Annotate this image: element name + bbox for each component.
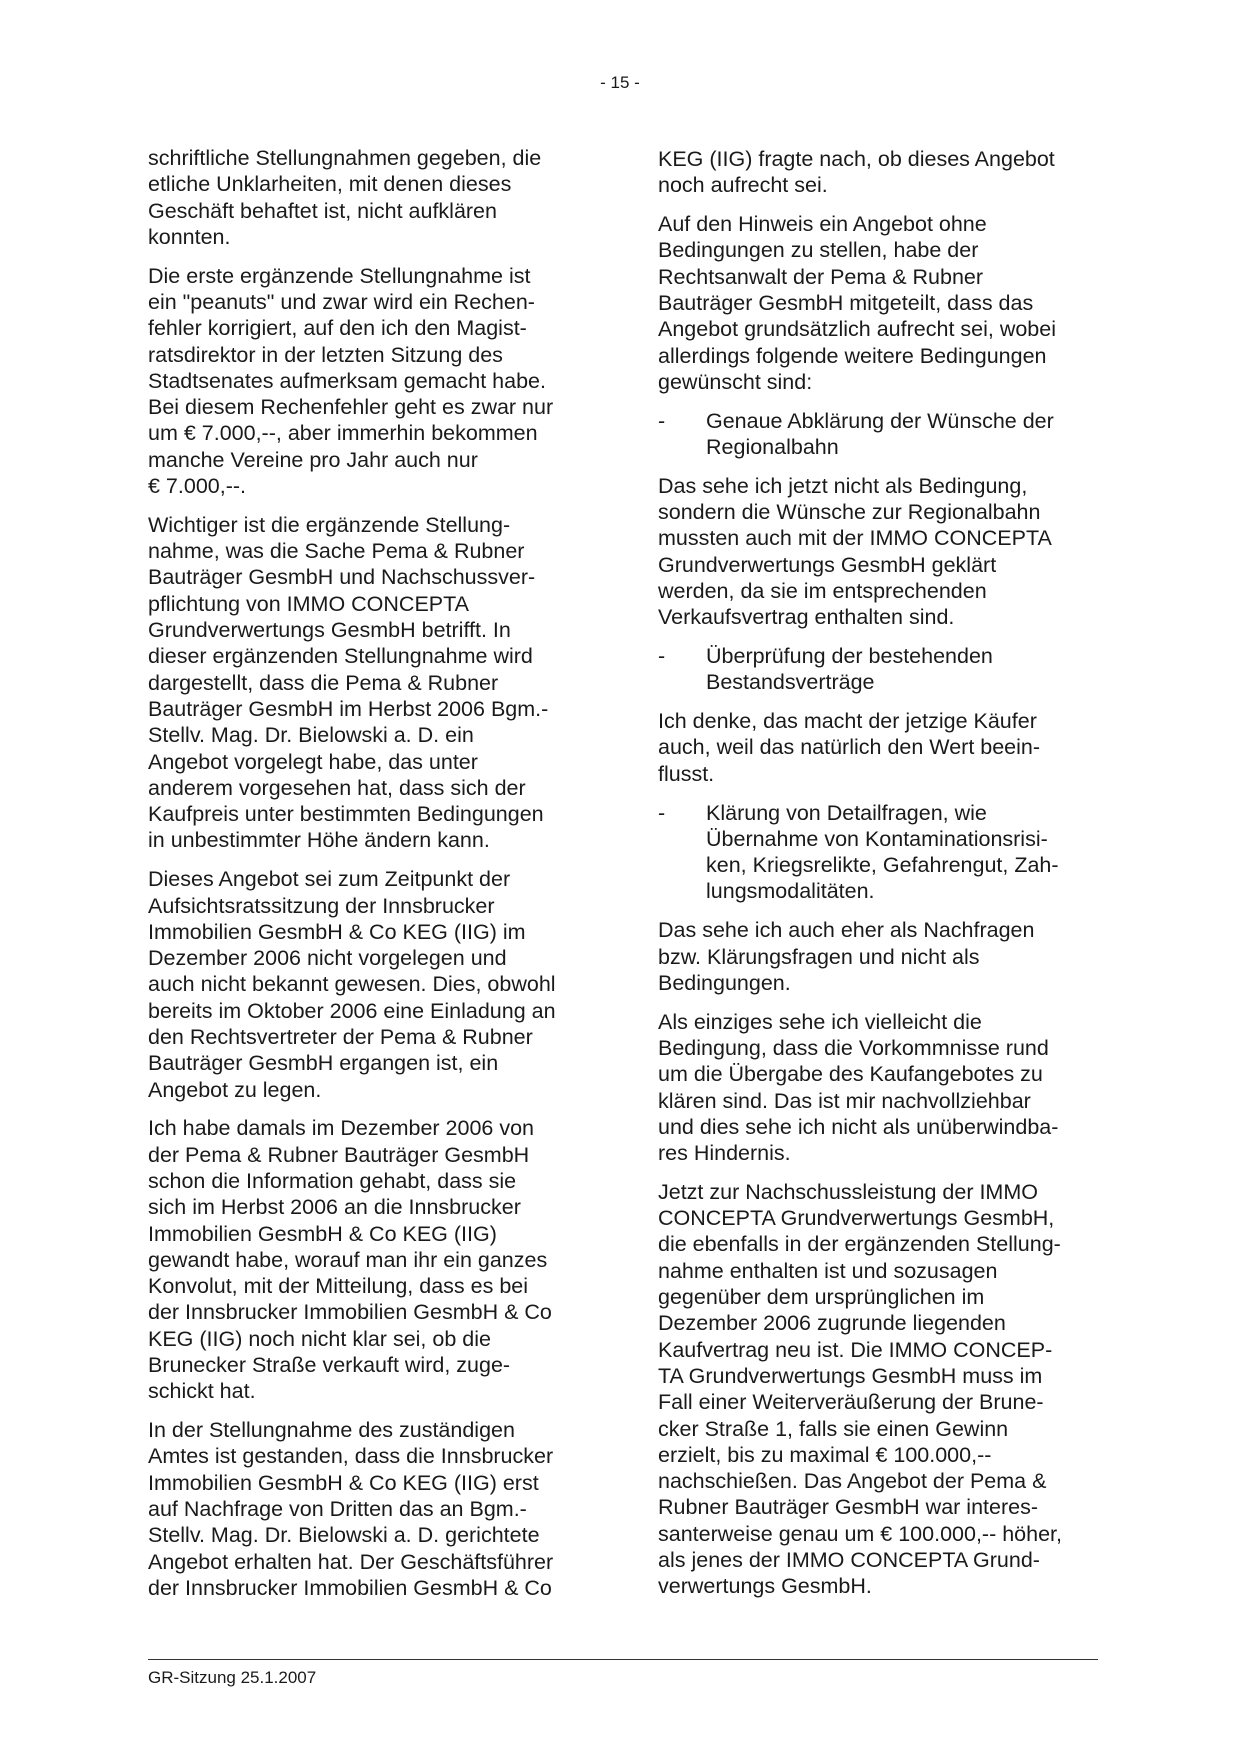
- text-line: Dezember 2006 zugrunde liegenden: [658, 1311, 1006, 1336]
- text-line: TA Grundverwertungs GesmbH muss im: [658, 1363, 1043, 1388]
- paragraph: [658, 473, 1098, 631]
- bullet-dash: -: [658, 644, 666, 669]
- paragraph: [658, 146, 1098, 199]
- text-line: Aufsichtsratssitzung der Innsbrucker: [148, 893, 495, 918]
- text-line: € 7.000,--.: [148, 474, 246, 499]
- text-line: noch aufrecht sei.: [658, 173, 828, 198]
- text-line: gewünscht sind:: [658, 369, 813, 394]
- text-line: Als einziges sehe ich vielleicht die: [658, 1009, 982, 1034]
- text-line: Grundverwertungs GesmbH betrifft. In: [148, 618, 511, 643]
- text-line: schickt hat.: [148, 1379, 256, 1404]
- text-line: die ebenfalls in der ergänzenden Stellung-: [658, 1232, 1061, 1257]
- text-line: Rubner Bauträger GesmbH war interes-: [658, 1495, 1038, 1520]
- text-line: nachschießen. Das Angebot der Pema &: [658, 1469, 1047, 1494]
- text-line: Bauträger GesmbH und Nachschussver-: [148, 565, 536, 590]
- text-line: Grundverwertungs GesmbH geklärt: [658, 552, 997, 577]
- text-line: Immobilien GesmbH & Co KEG (IIG) im: [148, 919, 526, 944]
- text-line: Bei diesem Rechenfehler geht es zwar nur: [148, 395, 554, 420]
- text-line: Immobilien GesmbH & Co KEG (IIG) erst: [148, 1470, 539, 1495]
- text-line: Bauträger GesmbH im Herbst 2006 Bgm.-: [148, 696, 549, 721]
- text-line: cker Straße 1, falls sie einen Gewinn: [658, 1416, 1009, 1441]
- text-line: sich im Herbst 2006 an die Innsbrucker: [148, 1195, 521, 1220]
- text-line: und dies sehe ich nicht als unüberwindba-: [658, 1114, 1059, 1139]
- paragraph: [658, 917, 1098, 996]
- text-line: Bauträger GesmbH mitgeteilt, dass das: [658, 290, 1034, 315]
- text-line: Konvolut, mit der Mitteilung, dass es bei: [148, 1274, 529, 1299]
- bullet-text: [706, 643, 1098, 696]
- text-line: erzielt, bis zu maximal € 100.000,--: [658, 1442, 992, 1467]
- text-line: Die erste ergänzende Stellungnahme ist: [148, 263, 531, 288]
- text-line: pflichtung von IMMO CONCEPTA: [148, 591, 469, 616]
- bullet-dash: -: [658, 800, 666, 825]
- text-line: Klärung von Detailfragen, wie: [706, 800, 987, 825]
- text-line: ratsdirektor in der letzten Sitzung des: [148, 342, 503, 367]
- text-line: um € 7.000,--, aber immerhin bekommen: [148, 421, 538, 446]
- paragraph: [148, 1115, 594, 1404]
- bullet-text: [706, 800, 1098, 905]
- text-line: um die Übergabe des Kaufangebotes zu: [658, 1062, 1043, 1087]
- text-line: als jenes der IMMO CONCEPTA Grund-: [658, 1548, 1040, 1573]
- text-line: Jetzt zur Nachschussleistung der IMMO: [658, 1179, 1038, 1204]
- text-line: gegenüber dem ursprünglichen im: [658, 1285, 985, 1310]
- text-line: Ich denke, das macht der jetzige Käufer: [658, 709, 1037, 734]
- text-line: Genaue Abklärung der Wünsche der: [706, 408, 1054, 433]
- text-line: schon die Information gehabt, dass sie: [148, 1168, 517, 1193]
- text-line: Angebot zu legen.: [148, 1077, 322, 1102]
- text-line: lungsmodalitäten.: [706, 879, 875, 904]
- paragraph: [658, 211, 1098, 395]
- text-line: Dieses Angebot sei zum Zeitpunkt der: [148, 867, 511, 892]
- text-line: KEG (IIG) noch nicht klar sei, ob die: [148, 1326, 491, 1351]
- paragraph: [658, 708, 1098, 787]
- text-line: allerdings folgende weitere Bedingungen: [658, 343, 1047, 368]
- text-line: CONCEPTA Grundverwertungs GesmbH,: [658, 1206, 1055, 1231]
- text-line: Angebot erhalten hat. Der Geschäftsführer: [148, 1549, 554, 1574]
- text-line: Wichtiger ist die ergänzende Stellung-: [148, 512, 511, 537]
- bullet-item: [658, 408, 1098, 461]
- footer-divider: [148, 1659, 1098, 1660]
- text-line: Bedingungen.: [658, 970, 791, 995]
- text-line: Das sehe ich jetzt nicht als Bedingung,: [658, 473, 1028, 498]
- paragraph: [148, 263, 594, 500]
- footer-session-date: GR-Sitzung 25.1.2007: [148, 1668, 317, 1687]
- text-line: Amtes ist gestanden, dass die Innsbrucker: [148, 1444, 554, 1469]
- text-line: KEG (IIG) fragte nach, ob dieses Angebot: [658, 147, 1055, 171]
- text-line: fehler korrigiert, auf den ich den Magist-: [148, 316, 527, 341]
- text-line: Angebot vorgelegt habe, das unter: [148, 749, 478, 774]
- text-line: der Innsbrucker Immobilien GesmbH & Co: [148, 1300, 552, 1325]
- text-line: Stellv. Mag. Dr. Bielowski a. D. ein: [148, 723, 474, 748]
- text-line: ein "peanuts" und zwar wird ein Rechen-: [148, 289, 535, 314]
- left-column: [148, 145, 594, 1614]
- paragraph: [148, 1417, 594, 1601]
- text-line: Auf den Hinweis ein Angebot ohne: [658, 212, 987, 237]
- text-line: auf Nachfrage von Dritten das an Bgm.-: [148, 1497, 527, 1522]
- text-line: ken, Kriegsrelikte, Gefahrengut, Zah-: [706, 853, 1059, 878]
- text-line: der Innsbrucker Immobilien GesmbH & Co: [148, 1575, 552, 1600]
- text-line: gewandt habe, worauf man ihr ein ganzes: [148, 1247, 548, 1272]
- text-line: werden, da sie im entsprechenden: [658, 578, 987, 603]
- text-line: santerweise genau um € 100.000,-- höher,: [658, 1521, 1062, 1546]
- text-line: Geschäft behaftet ist, nicht aufklären: [148, 198, 497, 223]
- text-line: bereits im Oktober 2006 eine Einladung an: [148, 998, 556, 1023]
- text-line: Bedingungen zu stellen, habe der: [658, 238, 979, 263]
- text-line: in unbestimmter Höhe ändern kann.: [148, 828, 490, 853]
- text-line: Regionalbahn: [706, 434, 839, 459]
- text-line: der Pema & Rubner Bauträger GesmbH: [148, 1142, 530, 1167]
- text-line: anderem vorgesehen hat, dass sich der: [148, 775, 526, 800]
- right-column: [658, 145, 1098, 1612]
- text-line: auch nicht bekannt gewesen. Dies, obwohl: [148, 972, 556, 997]
- text-line: klären sind. Das ist mir nachvollziehbar: [658, 1088, 1031, 1113]
- text-line: Fall einer Weiterveräußerung der Brune-: [658, 1390, 1044, 1415]
- text-line: den Rechtsvertreter der Pema & Rubner: [148, 1025, 533, 1049]
- text-line: Das sehe ich auch eher als Nachfragen: [658, 918, 1035, 943]
- text-line: sondern die Wünsche zur Regionalbahn: [658, 500, 1041, 525]
- bullet-item: [658, 643, 1098, 696]
- text-line: etliche Unklarheiten, mit denen dieses: [148, 172, 512, 197]
- text-line: Übernahme von Kontaminationsrisi-: [706, 826, 1048, 851]
- bullet-dash: -: [658, 408, 666, 433]
- text-line: Bauträger GesmbH ergangen ist, ein: [148, 1051, 499, 1076]
- text-line: Stellv. Mag. Dr. Bielowski a. D. gerichtete: [148, 1523, 540, 1548]
- bullet-item: [658, 800, 1098, 905]
- paragraph: [658, 1009, 1098, 1167]
- paragraph: [148, 512, 594, 854]
- text-line: auch, weil das natürlich den Wert beein-: [658, 735, 1041, 760]
- text-line: verwertungs GesmbH.: [658, 1574, 872, 1599]
- text-line: konnten.: [148, 224, 231, 249]
- bullet-text: [706, 408, 1098, 461]
- text-line: mussten auch mit der IMMO CONCEPTA: [658, 526, 1052, 551]
- text-line: schriftliche Stellungnahmen gegeben, die: [148, 146, 542, 170]
- paragraph: [148, 145, 594, 250]
- text-line: Dezember 2006 nicht vorgelegen und: [148, 946, 507, 971]
- text-line: Stadtsenates aufmerksam gemacht habe.: [148, 368, 546, 393]
- text-line: flusst.: [658, 761, 715, 786]
- text-line: dargestellt, dass die Pema & Rubner: [148, 670, 499, 695]
- page-number: - 15 -: [600, 73, 640, 92]
- text-line: Rechtsanwalt der Pema & Rubner: [658, 264, 984, 289]
- text-line: Immobilien GesmbH & Co KEG (IIG): [148, 1221, 497, 1246]
- text-line: In der Stellungnahme des zuständigen: [148, 1418, 515, 1443]
- text-line: Angebot grundsätzlich aufrecht sei, wobei: [658, 317, 1056, 342]
- text-line: dieser ergänzenden Stellungnahme wird: [148, 644, 533, 669]
- text-line: Brunecker Straße verkauft wird, zuge-: [148, 1353, 511, 1378]
- text-line: Verkaufsvertrag enthalten sind.: [658, 605, 955, 630]
- text-line: Ich habe damals im Dezember 2006 von: [148, 1116, 535, 1141]
- text-line: nahme, was die Sache Pema & Rubner: [148, 539, 525, 564]
- paragraph: [148, 866, 594, 1103]
- text-line: nahme enthalten ist und sozusagen: [658, 1258, 998, 1283]
- paragraph: [658, 1179, 1098, 1600]
- text-line: Kaufvertrag neu ist. Die IMMO CONCEP-: [658, 1337, 1053, 1362]
- text-line: res Hindernis.: [658, 1141, 791, 1166]
- text-line: manche Vereine pro Jahr auch nur: [148, 447, 478, 472]
- text-line: Überprüfung der bestehenden: [706, 644, 993, 669]
- text-line: Bestandsverträge: [706, 670, 875, 695]
- text-line: bzw. Klärungsfragen und nicht als: [658, 944, 980, 969]
- text-line: Kaufpreis unter bestimmten Bedingungen: [148, 802, 544, 827]
- text-line: Bedingung, dass die Vorkommnisse rund: [658, 1035, 1049, 1060]
